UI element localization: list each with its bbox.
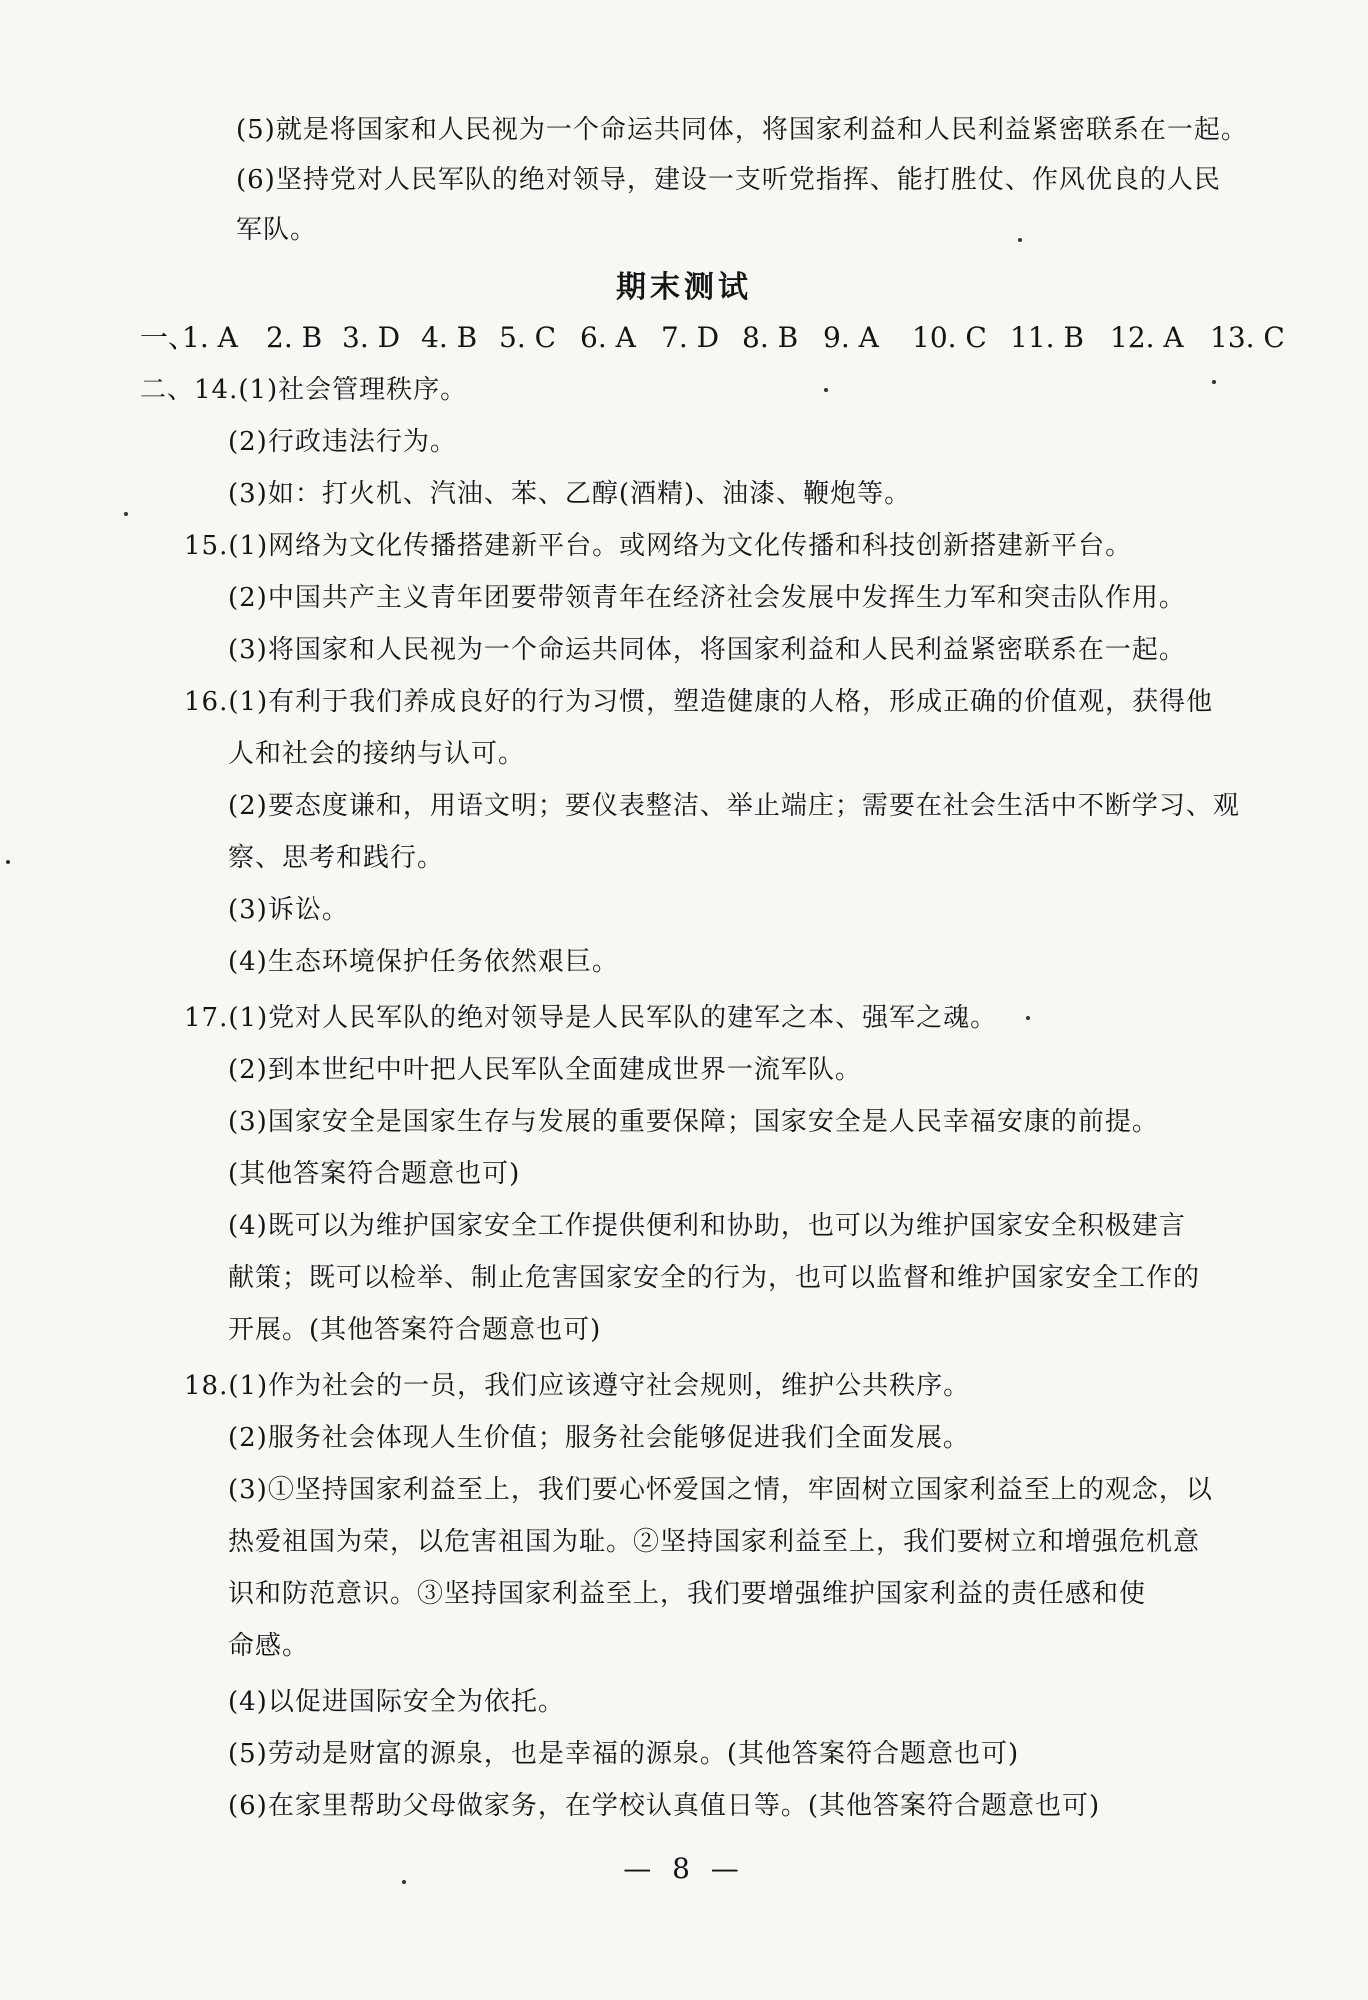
- q16-line: (2)要态度谦和，用语文明；要仪表整洁、举止端庄；需要在社会生活中不断学习、观: [228, 791, 1240, 821]
- mc-answer: 9. A: [823, 321, 879, 354]
- section-number: 一、: [140, 321, 197, 354]
- mc-answer: 11. B: [1010, 321, 1085, 354]
- q18-line: (2)服务社会体现人生价值；服务社会能够促进我们全面发展。: [228, 1423, 970, 1453]
- text-line: 军队。: [236, 215, 318, 245]
- mc-answer: 6. A: [580, 321, 636, 354]
- mc-answer: 13. C: [1210, 321, 1285, 354]
- q18-line: (6)在家里帮助父母做家务，在学校认真值日等。(其他答案符合题意也可): [228, 1791, 1101, 1821]
- q18-line: (4)以促进国际安全为依托。: [228, 1687, 565, 1717]
- q16-line: (4)生态环境保护任务依然艰巨。: [228, 947, 619, 977]
- scan-speck: [824, 388, 828, 392]
- q17-line: (4)既可以为维护国家安全工作提供便利和协助，也可以为维护国家安全积极建言: [228, 1211, 1186, 1241]
- q18-line: (5)劳动是财富的源泉，也是幸福的源泉。(其他答案符合题意也可): [228, 1739, 1020, 1769]
- q17-line: (3)国家安全是国家生存与发展的重要保障；国家安全是人民幸福安康的前提。: [228, 1107, 1159, 1137]
- section-title: 期末测试: [616, 270, 752, 305]
- text-line: (6)坚持党对人民军队的绝对领导，建设一支听党指挥、能打胜仗、作风优良的人民: [236, 165, 1221, 195]
- scan-speck: [6, 860, 10, 864]
- q14-line: (2)行政违法行为。: [228, 427, 457, 457]
- q16-line: (3)诉讼。: [228, 895, 349, 925]
- q15-line: (2)中国共产主义青年团要带领青年在经济社会发展中发挥生力军和突击队作用。: [228, 583, 1186, 613]
- text-line: (5)就是将国家和人民视为一个命运共同体，将国家利益和人民利益紧密联系在一起。: [236, 115, 1248, 145]
- q17-line: 开展。(其他答案符合题意也可): [228, 1315, 602, 1345]
- page-number: — 8 —: [623, 1852, 745, 1885]
- q15-line: 15.(1)网络为文化传播搭建新平台。或网络为文化传播和科技创新搭建新平台。: [184, 531, 1133, 561]
- scan-speck: [402, 1880, 406, 1884]
- scan-speck: [124, 512, 128, 516]
- q18-line: 热爱祖国为荣，以危害祖国为耻。②坚持国家利益至上，我们要树立和增强危机意: [228, 1527, 1201, 1557]
- q17-line: (其他答案符合题意也可): [228, 1159, 521, 1189]
- q16-line: 人和社会的接纳与认可。: [228, 739, 526, 769]
- mc-answer: 5. C: [499, 321, 557, 354]
- scan-speck: [1212, 380, 1216, 384]
- q18-line: 18.(1)作为社会的一员，我们应该遵守社会规则，维护公共秩序。: [184, 1371, 971, 1401]
- scan-speck: [1018, 238, 1022, 242]
- mc-answer: 3. D: [342, 321, 401, 354]
- mc-answer: 10. C: [912, 321, 987, 354]
- q18-line: 识和防范意识。③坚持国家利益至上，我们要增强维护国家利益的责任感和使: [228, 1579, 1147, 1609]
- mc-answer: 2. B: [266, 321, 323, 354]
- mc-answer: 7. D: [661, 321, 720, 354]
- mc-answer: 12. A: [1110, 321, 1184, 354]
- q17-line: (2)到本世纪中叶把人民军队全面建成世界一流军队。: [228, 1055, 862, 1085]
- q17-line: 献策；既可以检举、制止危害国家安全的行为，也可以监督和维护国家安全工作的: [228, 1263, 1201, 1293]
- scan-speck: [1026, 1016, 1030, 1020]
- q16-line: 16.(1)有利于我们养成良好的行为习惯，塑造健康的人格，形成正确的价值观，获得他: [184, 687, 1214, 717]
- q18-line: 命感。: [228, 1631, 310, 1661]
- q17-line: 17.(1)党对人民军队的绝对领导是人民军队的建军之本、强军之魂。: [184, 1003, 998, 1033]
- mc-answer: 8. B: [742, 321, 799, 354]
- q18-line: (3)①坚持国家利益至上，我们要心怀爱国之情，牢固树立国家利益至上的观念，以: [228, 1475, 1213, 1505]
- mc-answer: 1. A: [182, 321, 238, 354]
- q14-line: (3)如：打火机、汽油、苯、乙醇(酒精)、油漆、鞭炮等。: [228, 479, 912, 509]
- q15-line: (3)将国家和人民视为一个命运共同体，将国家利益和人民利益紧密联系在一起。: [228, 635, 1186, 665]
- q14-line: 二、14.(1)社会管理秩序。: [140, 375, 468, 405]
- mc-answer: 4. B: [421, 321, 478, 354]
- q16-line: 察、思考和践行。: [228, 843, 445, 873]
